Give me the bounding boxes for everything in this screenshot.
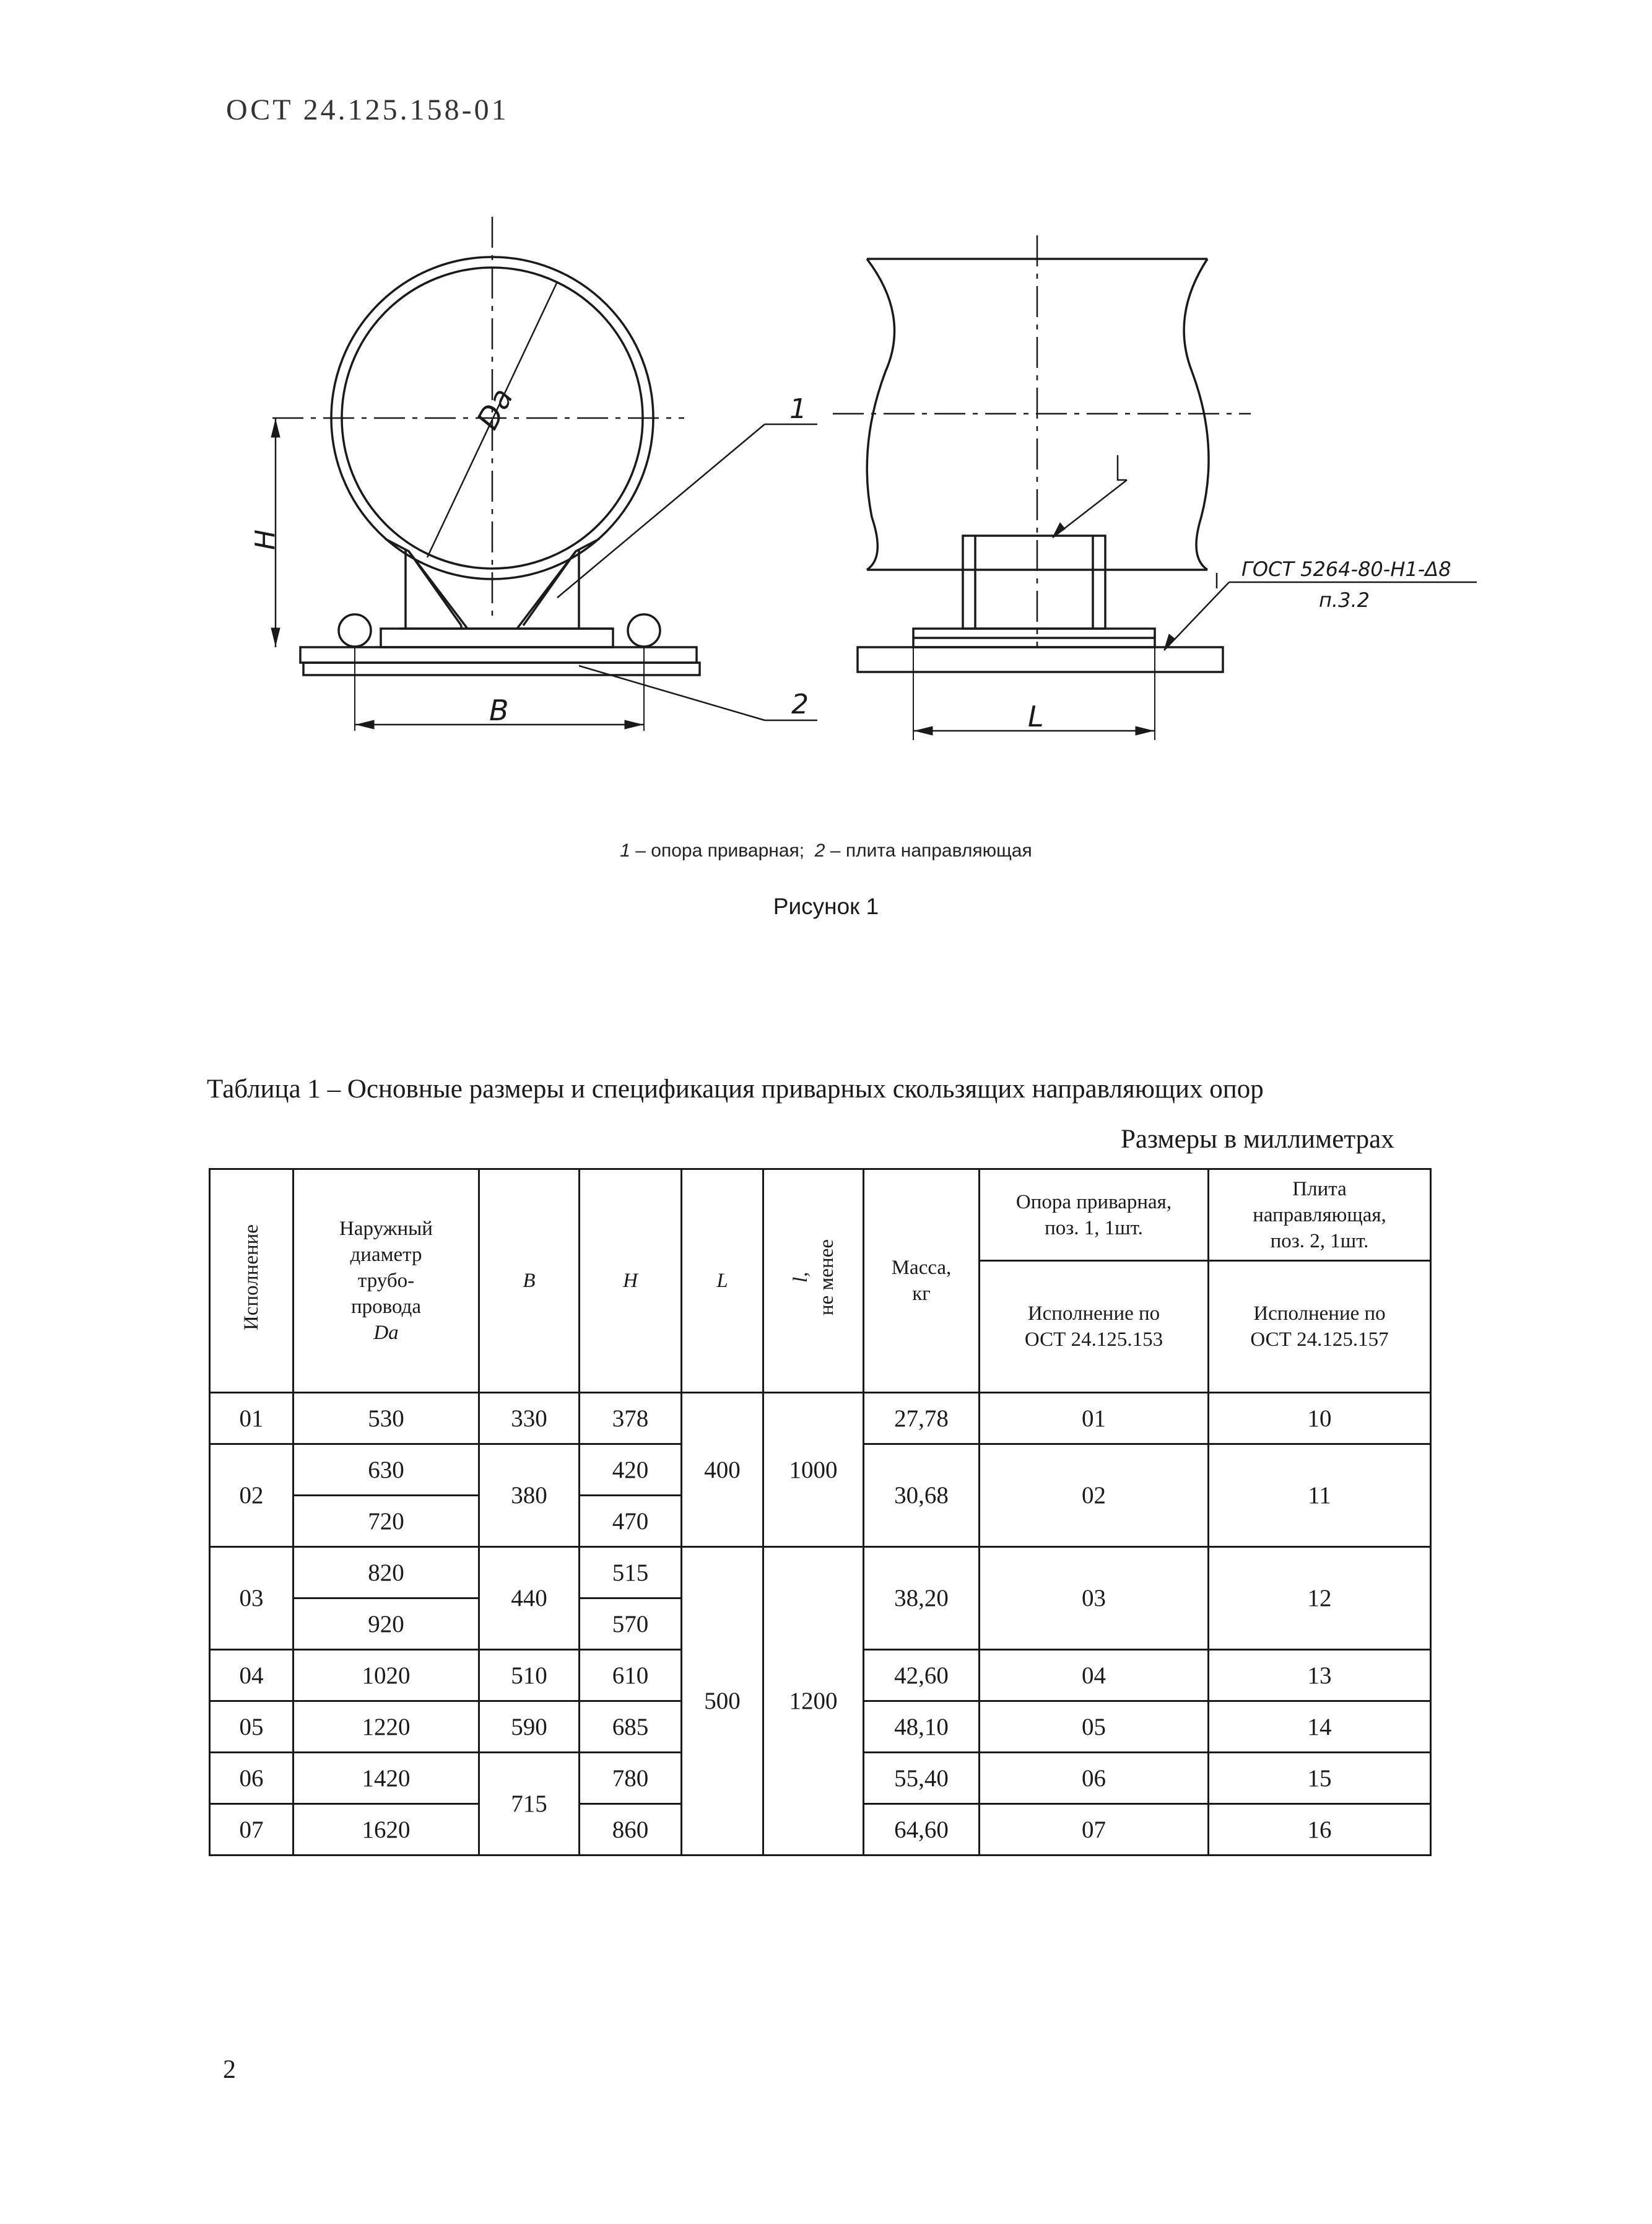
- table-cell: 920: [293, 1598, 479, 1650]
- table-cell: 03: [980, 1547, 1209, 1650]
- table-cell: 48,10: [864, 1701, 980, 1753]
- figure-legend: [0, 840, 1652, 861]
- table-cell: 1620: [293, 1804, 479, 1856]
- table-cell: 720: [293, 1496, 479, 1547]
- table-cell: 11: [1209, 1444, 1431, 1547]
- table-cell: 715: [479, 1753, 580, 1856]
- l-small-group2: 1200: [763, 1547, 864, 1856]
- table-cell: 01: [980, 1393, 1209, 1444]
- table-cell: 05: [210, 1701, 293, 1753]
- table-row: [210, 1547, 1431, 1598]
- table-cell: 06: [980, 1753, 1209, 1804]
- figure-caption: Рисунок 1: [773, 894, 879, 919]
- table-cell: 07: [210, 1804, 293, 1856]
- table-cell: 04: [980, 1650, 1209, 1701]
- table-cell: 13: [1209, 1650, 1431, 1701]
- table-cell: 515: [580, 1547, 682, 1598]
- callout-1: 1: [789, 393, 807, 425]
- l-small-group1: 1000: [763, 1393, 864, 1547]
- header-support-ref: Исполнение по ОСТ 24.125.153: [980, 1261, 1209, 1393]
- table-cell: 380: [479, 1444, 580, 1547]
- weld-clause: п.3.2: [1319, 588, 1370, 612]
- table-cell: 06: [210, 1753, 293, 1804]
- header-support: Опора приварная, поз. 1, 1шт.: [980, 1169, 1209, 1261]
- table-cell: 330: [479, 1393, 580, 1444]
- table-cell: 420: [580, 1444, 682, 1496]
- table-cell: 30,68: [864, 1444, 980, 1547]
- table-cell: 16: [1209, 1804, 1431, 1856]
- legend-text-2: – плита направляющая: [825, 840, 1032, 861]
- table-cell: 01: [210, 1393, 293, 1444]
- callout-2: 2: [791, 689, 809, 720]
- table-cell: 820: [293, 1547, 479, 1598]
- table-cell: 42,60: [864, 1650, 980, 1701]
- table-cell: 27,78: [864, 1393, 980, 1444]
- header-plate: Плита направляющая, поз. 2, 1шт.: [1209, 1169, 1431, 1261]
- header-l-small: l, не менее: [763, 1169, 864, 1393]
- table-cell: 1420: [293, 1753, 479, 1804]
- label-b: B: [489, 694, 509, 727]
- table-cell: 64,60: [864, 1804, 980, 1856]
- document-code: ОСТ 24.125.158-01: [226, 94, 509, 126]
- table-cell: 440: [479, 1547, 580, 1650]
- table-cell: 1220: [293, 1701, 479, 1753]
- table-cell: 685: [580, 1701, 682, 1753]
- table-cell: 470: [580, 1496, 682, 1547]
- header-mass: Масса, кг: [864, 1169, 980, 1393]
- table-cell: 07: [980, 1804, 1209, 1856]
- table-cell: 55,40: [864, 1753, 980, 1804]
- l-group1: 400: [682, 1393, 763, 1547]
- table-cell: 570: [580, 1598, 682, 1650]
- table-row: [210, 1393, 1431, 1444]
- table-cell: 05: [980, 1701, 1209, 1753]
- specification-table: [209, 1168, 1432, 1856]
- label-h: H: [250, 529, 281, 550]
- table-cell: 02: [980, 1444, 1209, 1547]
- table-cell: 590: [479, 1701, 580, 1753]
- table-cell: 04: [210, 1650, 293, 1701]
- table-cell: 1020: [293, 1650, 479, 1701]
- table-cell: 780: [580, 1753, 682, 1804]
- table-cell: 10: [1209, 1393, 1431, 1444]
- header-b: B: [479, 1169, 580, 1393]
- legend-text-1: – опора приварная;: [630, 840, 815, 861]
- table-cell: 02: [210, 1444, 293, 1547]
- table-cell: 38,20: [864, 1547, 980, 1650]
- pipe-side-view: [833, 235, 1477, 740]
- table-cell: 530: [293, 1393, 479, 1444]
- table-cell: 510: [479, 1650, 580, 1701]
- l-group2: 500: [682, 1547, 763, 1856]
- table-cell: 630: [293, 1444, 479, 1496]
- table-units: Размеры в миллиметрах: [1121, 1125, 1394, 1154]
- pipe-section-view: [271, 217, 817, 731]
- table-cell: 15: [1209, 1753, 1431, 1804]
- table-title: Таблица 1 – Основные размеры и спецификация приварных скользящих направляющих опор: [207, 1075, 1264, 1104]
- technical-drawing: [0, 0, 1652, 830]
- header-l: L: [682, 1169, 763, 1393]
- legend-num-2: 2: [814, 840, 825, 861]
- weld-standard: ГОСТ 5264-80-Н1-Δ8: [1241, 557, 1451, 581]
- page-number: 2: [223, 2056, 236, 2084]
- table-cell: 860: [580, 1804, 682, 1856]
- table-cell: 14: [1209, 1701, 1431, 1753]
- label-da: Da: [470, 382, 521, 435]
- header-diameter: Наружный диаметр трубо- провода Da: [293, 1169, 479, 1393]
- header-row: [210, 1169, 1431, 1261]
- table-cell: 610: [580, 1650, 682, 1701]
- table-cell: 03: [210, 1547, 293, 1650]
- table-cell: 378: [580, 1393, 682, 1444]
- table-cell: 12: [1209, 1547, 1431, 1650]
- header-variant: Исполнение: [210, 1169, 293, 1393]
- legend-num-1: 1: [620, 840, 630, 861]
- label-l: L: [1028, 700, 1044, 733]
- header-h: H: [580, 1169, 682, 1393]
- header-plate-ref: Исполнение по ОСТ 24.125.157: [1209, 1261, 1431, 1393]
